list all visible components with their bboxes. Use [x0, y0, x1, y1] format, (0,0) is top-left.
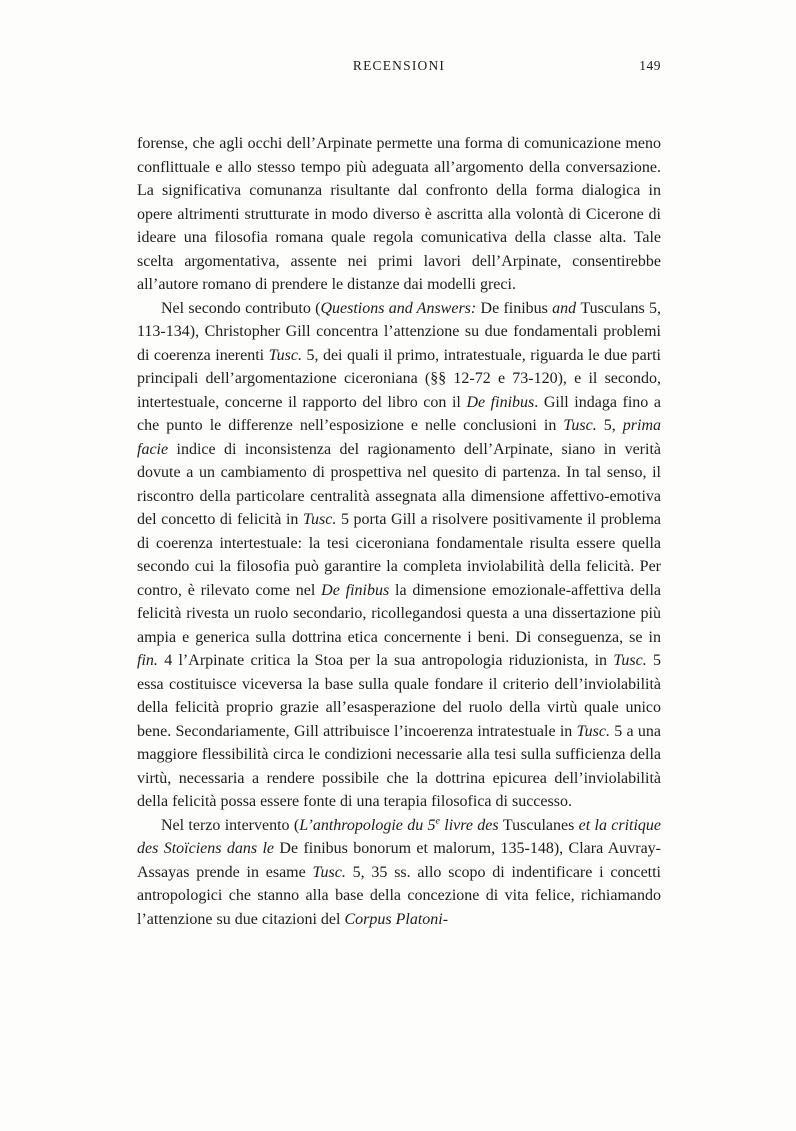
text-run: . Gill indaga fino a che punto le differenze nell’esposizione e nelle conclusioni in — [137, 393, 661, 434]
paragraph — [137, 132, 661, 297]
superscript-run: e — [435, 815, 440, 827]
text-run: 5, dei quali il primo, intratestuale, riguarda le due parti principali dell’argomentazione ciceroniana (§§ 12-72 e 73-120), e il secondo, intertestuale, concerne il rapporto del libro con il — [137, 346, 661, 411]
running-head: RECENSIONI — [352, 58, 446, 73]
paragraph — [137, 814, 661, 932]
italic-text-run: Tusc. — [576, 722, 610, 740]
italic-text-run: Corpus Platoni- — [344, 910, 449, 928]
italic-text-run: fin. — [137, 652, 158, 669]
text-run: De finibus — [480, 299, 548, 317]
page-header — [137, 58, 661, 75]
text-run: Nel secondo contributo ( — [161, 299, 321, 317]
page-number: 149 — [639, 58, 661, 73]
text-run: Nel terzo intervento ( — [161, 816, 300, 834]
text-run: De finibus bonorum et malorum — [279, 840, 492, 857]
text-run: la dimensione emozionale-affettiva della felicità rivesta un ruolo secondario, ricollegandosi questa a una dissertazione più ampia e generica sulla dottrina etica concernente i beni. Di conseguenza, se in — [137, 581, 662, 646]
italic-text-run: Tusc. — [303, 511, 337, 528]
italic-text-run: L’anthropologie du 5 — [299, 816, 436, 834]
italic-text-run: Tusc. — [613, 652, 647, 669]
text-run: 5 essa costituisce viceversa la base sulla quale fondare il criterio dell’inviolabilità della felicità proprio grazie all’esasperazione del ruolo della virtù quale unico bene. Secondariamente, Gill attribuisce l’incoerenza intratestuale in — [137, 652, 662, 740]
italic-text-run: Tusc. — [268, 346, 302, 364]
italic-text-run: prima facie — [137, 417, 662, 458]
italic-text-run: et la critique des Stoïciens dans le — [137, 816, 662, 857]
text-run: Tusculans 5 — [580, 299, 658, 317]
italic-text-run: livre des — [439, 816, 503, 834]
text-run: 5 a una maggiore flessibilità circa le condizioni necessarie alla tesi sulla sufficienza della virtù, necessaria a rendere possibile che la dottrina epicurea dell’inviolabilità della felicità possa essere fonte di una terapia filosofica di successo. — [137, 722, 662, 810]
text-run: Tusculanes — [502, 816, 575, 834]
italic-text-run: De finibus — [321, 581, 390, 599]
text-run: 4 l’Arpinate critica la Stoa per la sua antropologia riduzionista, in — [157, 652, 614, 669]
italic-text-run: Tusc. — [312, 863, 346, 881]
text-run: , 135-148), Clara Auvray-Assayas prende in esame — [137, 840, 662, 881]
text-run: 5 porta Gill a risolvere positivamente il problema di coerenza intertestuale: la tesi ciceroniana fondamentale risulta essere quella secondo cui la filosofia può garantire la completa inviolabilità della felicità. Per contro, è rilevato come nel — [137, 511, 662, 599]
italic-text-run: and — [547, 299, 581, 317]
paragraph — [137, 297, 661, 814]
italic-text-run: Questions and Answers: — [320, 299, 481, 317]
text-run: 5, — [596, 417, 623, 434]
text-run: , 113-134), Christopher Gill concentra l’attenzione su due fondamentali problemi di coerenza inerenti — [137, 299, 662, 364]
italic-text-run: Tusc. — [563, 417, 597, 434]
text-block — [137, 132, 661, 931]
text-run: indice di inconsistenza del ragionamento dell’Arpinate, siano in verità dovute a un cambiamento di prospettiva nel quesito di partenza. In tal senso, il riscontro della particolare centralità assegnata alla dimensione affettivo-emotiva del concetto di felicità in — [137, 440, 661, 528]
text-run: 5, 35 ss. allo scopo di indentificare i concetti antropologici che stanno alla base della concezione di vita felice, richiamando l’attenzione su due citazioni del — [137, 863, 662, 928]
text-run: forense, che agli occhi dell’Arpinate permette una forma di comunicazione meno conflittuale e allo stesso tempo più adeguata all’argomento della conversazione. La significativa comunanza risultante dal confronto della forma dialogica in opere altrimenti strutturate in modo diverso è ascritta alla volontà di Cicerone di ideare una filosofia romana quale regola comunicativa della classe alta. Tale scelta argomentativa, assente nei primi lavori dell’Arpinate, consentirebbe all’autore romano di prendere le distanze dai modelli greci. — [137, 135, 661, 293]
italic-text-run: De finibus — [466, 393, 535, 411]
